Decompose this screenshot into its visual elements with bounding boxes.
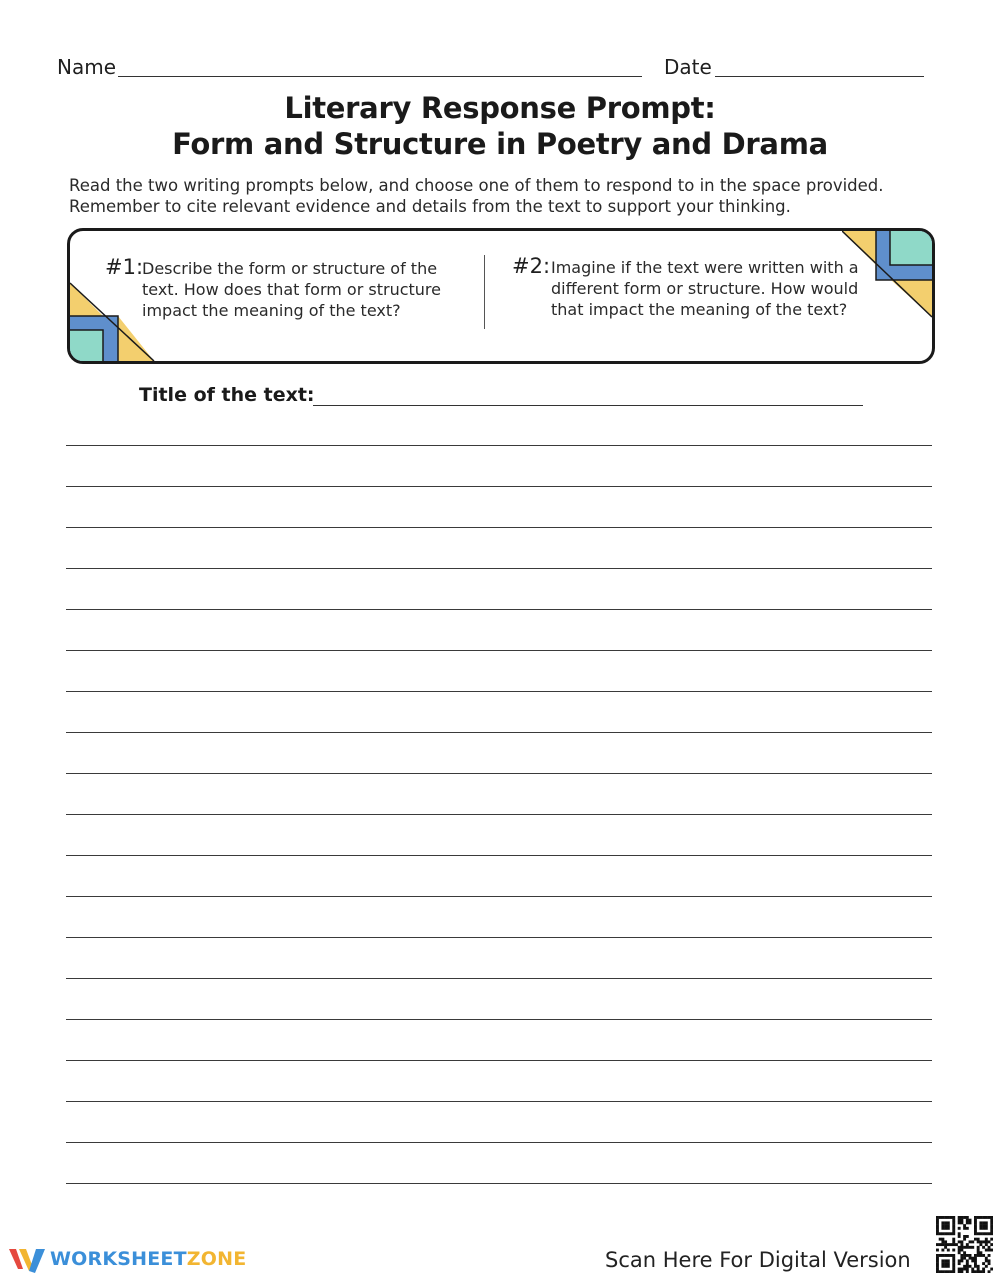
page-title-line-1: Literary Response Prompt:: [284, 91, 716, 125]
prompt-2-line: that impact the meaning of the text?: [551, 300, 848, 319]
prompt-2-number: #2:: [512, 254, 551, 278]
title-of-text-field[interactable]: [313, 405, 863, 406]
writing-line[interactable]: [66, 1142, 932, 1143]
prompt-divider: [484, 255, 485, 329]
writing-line[interactable]: [66, 937, 932, 938]
writing-line[interactable]: [66, 691, 932, 692]
scan-text: Scan Here For Digital Version: [605, 1248, 911, 1272]
writing-line[interactable]: [66, 1019, 932, 1020]
writing-line[interactable]: [66, 568, 932, 569]
writing-line[interactable]: [66, 609, 932, 610]
writing-line[interactable]: [66, 773, 932, 774]
writing-line[interactable]: [66, 445, 932, 446]
writing-line[interactable]: [66, 486, 932, 487]
title-of-text-label: Title of the text:: [139, 384, 315, 406]
date-field[interactable]: [715, 76, 924, 77]
page-title-line-2: Form and Structure in Poetry and Drama: [172, 127, 828, 161]
prompt-1-line: text. How does that form or structure: [142, 280, 441, 299]
writing-line[interactable]: [66, 896, 932, 897]
prompt-1-number: #1:: [105, 255, 144, 279]
worksheetzone-logo-icon: [9, 1245, 47, 1273]
writing-line[interactable]: [66, 814, 932, 815]
writing-line[interactable]: [66, 1060, 932, 1061]
instructions-line-2: Remember to cite relevant evidence and details from the text to support your thinking.: [69, 197, 791, 216]
date-label: Date: [664, 55, 712, 79]
logo-accent-text: ZONE: [186, 1248, 247, 1270]
instructions-line-1: Read the two writing prompts below, and choose one of them to respond to in the space provided.: [69, 176, 884, 195]
prompt-1-line: Describe the form or structure of the: [142, 259, 438, 278]
prompt-2-line: different form or structure. How would: [551, 279, 859, 298]
worksheetzone-logo[interactable]: [50, 1248, 246, 1270]
name-field[interactable]: [118, 76, 642, 77]
writing-line[interactable]: [66, 732, 932, 733]
qr-code-icon[interactable]: [936, 1216, 993, 1273]
prompt-1-line: impact the meaning of the text?: [142, 301, 401, 320]
prompt-1-text: [142, 258, 462, 321]
prompt-2-line: Imagine if the text were written with a: [551, 258, 859, 277]
writing-line[interactable]: [66, 650, 932, 651]
writing-line[interactable]: [66, 978, 932, 979]
name-label: Name: [57, 55, 117, 79]
prompt-2-text: [551, 257, 871, 320]
writing-line[interactable]: [66, 1101, 932, 1102]
writing-line[interactable]: [66, 1183, 932, 1184]
writing-line[interactable]: [66, 527, 932, 528]
writing-line[interactable]: [66, 855, 932, 856]
prompt-box: [67, 228, 935, 364]
logo-main-text: WORKSHEET: [50, 1248, 187, 1270]
